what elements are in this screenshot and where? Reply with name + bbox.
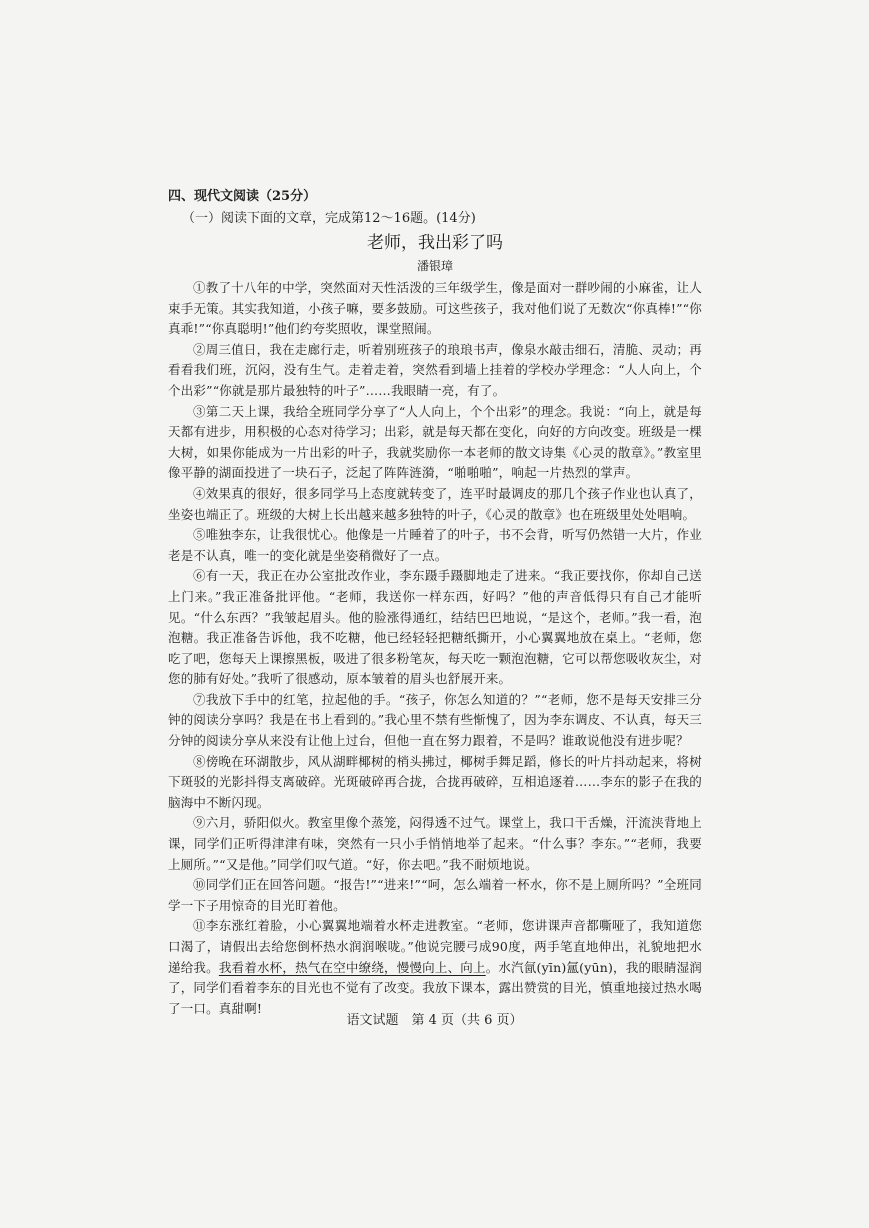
paragraph-6: ⑥有一天，我正在办公室批改作业，李东蹑手蹑脚地走了进来。“我正要找你，你却自己送上门来。”我正准备批评他。“老师，我送你一样东西，好吗？”他的声音低得只有自己才能听见。“什么东西？”我皱起眉头。他的脸涨得通红，结结巴巴地说，“是这个，老师。”我一看，泡泡糖。我正准备告诉他，我不吃糖，他已经轻轻把糖纸撕开，小心翼翼地放在桌上。“老师，您吃了吧，您每天上课擦黑板，吸进了很多粉笔灰，每天吃一颗泡泡糖，它可以帮您吸收灰尘，对您的肺有好处。”我听了很感动，原本皱着的眉头也舒展开来。	[168, 568, 702, 687]
page-footer: 语文试题 第 4 页（共 6 页）	[346, 1013, 523, 1028]
paragraph-4: ④效果真的很好，很多同学马上态度就转变了，连平时最调皮的那几个孩子作业也认真了，坐姿也端正了。班级的大树上长出越来越多独特的叶子，《心灵的散章》也在班级里处处唱响。	[168, 485, 702, 522]
paragraph-1: ①教了十八年的中学，突然面对天性活泼的三年级学生，像是面对一群吵闹的小麻雀，让人束手无策。其实我知道，小孩子嘛，要多鼓励。可这些孩子，我对他们说了无数次“你真棒!”“你真乖!”“你真聪明!”他们约夸奖照收，课堂照闹。	[168, 280, 702, 337]
underlined-sentence: 我看着水杯，热气在空中缭绕，慢慢向上、向上	[218, 959, 486, 975]
paragraph-11-text-after: 。水汽氤(yīn)氲(yūn)，我的眼睛湿润了，同学们看着李东的目光也不觉有了改变。我放下课本，露出赞赏的目光，慎重地接过热水喝了一口。真甜啊!	[168, 959, 703, 1016]
section-heading: 四、现代文阅读（25分）	[168, 189, 317, 204]
paragraph-11	[168, 916, 702, 1019]
paragraph-8: ⑧傍晚在环湖散步，风从湖畔椰树的梢头拂过，椰树手舞足蹈，修长的叶片抖动起来，将树下斑驳的光影抖得支离破碎。光斑破碎再合拢，合拢再破碎，互相追逐着……李东的影子在我的脑海中不断闪现。	[168, 753, 702, 810]
paragraph-9: ⑨六月，骄阳似火。教室里像个蒸笼，闷得透不过气。课堂上，我口干舌燥，汗流浃背地上课，同学们正听得津津有味，突然有一只小手悄悄地举了起来。“什么事？李东。”“老师，我要上厕所。”“又是他。”同学们叹气道。“好，你去吧。”我不耐烦地说。	[168, 815, 702, 872]
paragraph-2: ②周三值日，我在走廊行走，听着别班孩子的琅琅书声，像泉水敲击细石，清脆、灵动；再看看我们班，沉闷，没有生气。走着走着，突然看到墙上挂着的学校办学理念：“人人向上，个个出彩”“你就是那片最独特的叶子”……我眼睛一亮，有了。	[168, 341, 702, 398]
reading-section	[168, 186, 702, 1019]
section-instruction: （一）阅读下面的文章，完成第12～16题。(14分)	[182, 211, 476, 226]
paragraph-5: ⑤唯独李东，让我很忧心。他像是一片睡着了的叶子，书不会背，听写仍然错一大片，作业老是不认真，唯一的变化就是坐姿稍微好了一点。	[168, 527, 702, 563]
paragraph-10: ⑩同学们正在回答问题。“报告!”“进来!”“呵，怎么端着一杯水，你不是上厕所吗？”全班同学一下子用惊奇的目光盯着他。	[168, 877, 702, 913]
article-author: 潘银璋	[416, 259, 453, 273]
paragraph-11-text-before: ⑪李东涨红着脸，小心翼翼地端着水杯走进教室。“老师，您讲课声音都嘶哑了，我知道您口渴了，请假出去给您倒杯热水润润喉咙。”他说完腰弓成90度，两手笔直地伸出，礼貌地把水递给我。	[168, 918, 702, 975]
article-title: 老师，我出彩了吗	[367, 233, 503, 253]
paragraph-7: ⑦我放下手中的红笔，拉起他的手。“孩子，你怎么知道的？”“老师，您不是每天安排三分钟的阅读分享吗？我是在书上看到的。”我心里不禁有些惭愧了，因为李东调皮、不认真，每天三分钟的阅读分享从来没有让他上过台，但他一直在努力跟着，不是吗？谁敢说他没有进步呢？	[168, 691, 702, 749]
paragraph-3: ③第二天上课，我给全班同学分享了“人人向上，个个出彩”的理念。我说：“向上，就是每天都有进步，用积极的心态对待学习；出彩，就是每天都在变化，向好的方向改变。班级是一棵大树，如果你能成为一片出彩的叶子，我就奖励你一本老师的散文诗集《心灵的散章》。”教室里像平静的湖面投进了一块石子，泛起了阵阵涟漪，“啪啪啪”，响起一片热烈的掌声。	[168, 403, 702, 481]
